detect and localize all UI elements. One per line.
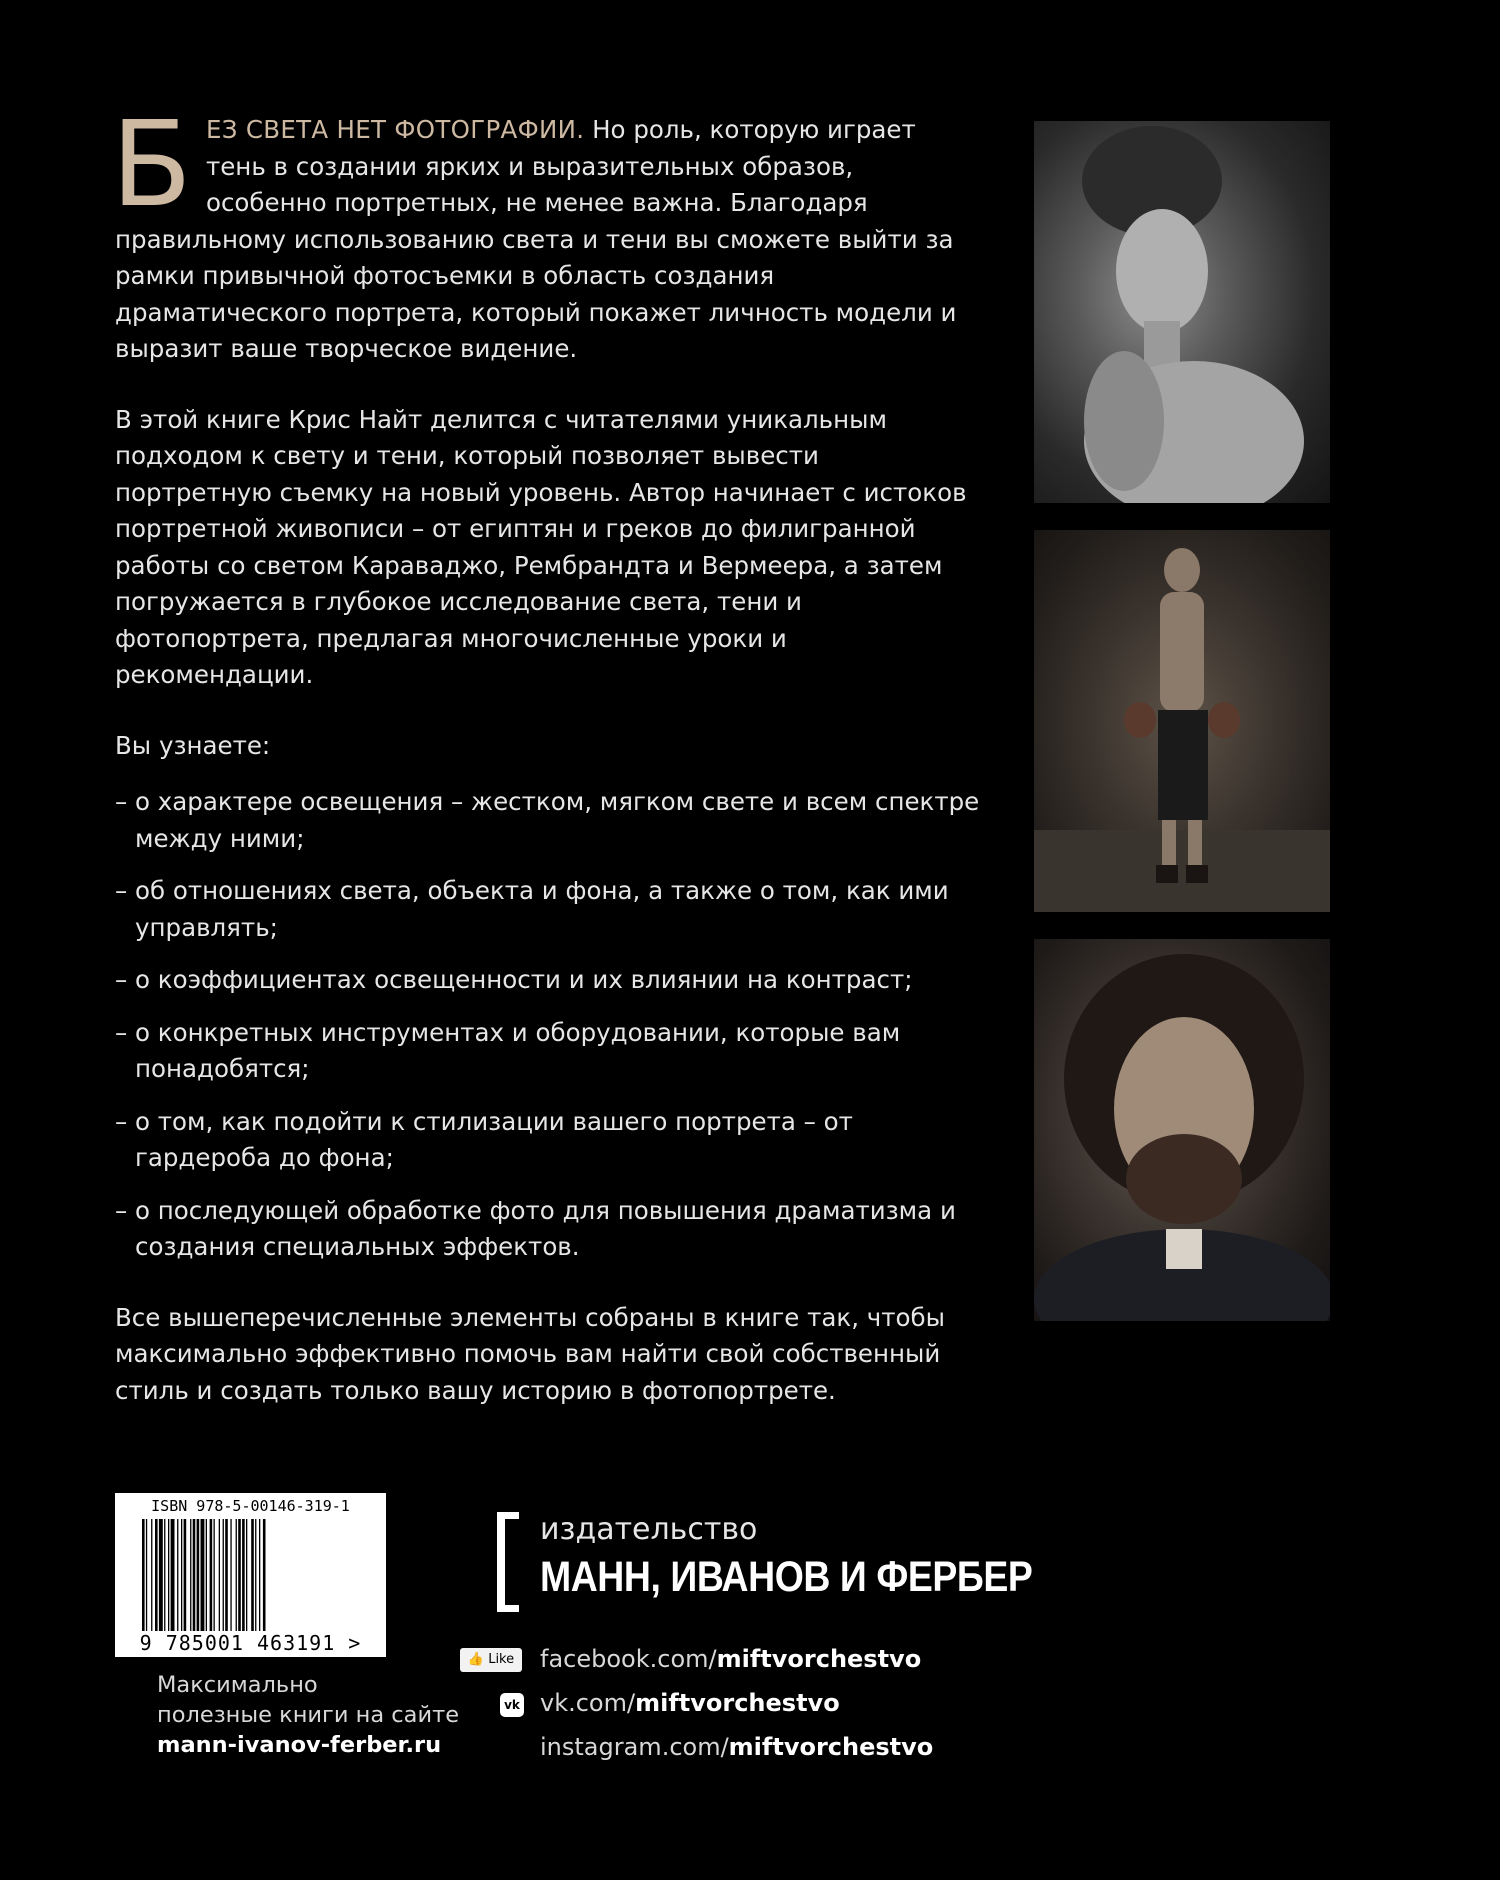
intro-paragraph <box>111 95 980 368</box>
closing-paragraph: Все вышеперечисленные элементы собраны в книге так, чтобы максимально эффективно помочь вам найти свой собственный стиль и создать только вашу историю в фотопортрете. <box>115 1302 945 1405</box>
intro-text: Но роль, которую играет тень в создании ярких и выразительных образов, особенно портретных, не менее важна. Благодаря правильному использованию света и тени вы сможете выйти за рамки привычной фотосъемки в область создания драматического портрета, который покажет личность модели и выразит ваше творческое видение. <box>115 115 957 363</box>
list-item: – о характере освещения – жестком, мягком свете и всем спектре между ними; <box>115 787 980 853</box>
publisher-label: издательство <box>540 1512 758 1547</box>
list-item: – о конкретных инструментах и оборудовании, которые вам понадобятся; <box>115 1017 901 1083</box>
list-item: – об отношениях света, объекта и фона, а также о том, как ими управлять; <box>115 876 949 942</box>
facebook-like-icon[interactable]: 👍 Like <box>460 1648 522 1672</box>
site-note-line: полезные книги на сайте <box>157 1702 460 1728</box>
barcode-bars <box>142 1519 362 1631</box>
isbn-barcode <box>115 1493 386 1657</box>
portrait-woman-photo <box>1034 121 1330 503</box>
drop-cap: Б <box>111 95 192 233</box>
description-column <box>111 95 980 1443</box>
isbn-text: ISBN 978-5-00146-319-1 <box>151 1497 350 1515</box>
vk-icon: vk <box>500 1693 524 1717</box>
learn-heading: Вы узнаете: <box>115 730 271 760</box>
list-item: – о том, как подойти к стилизации вашего портрета – от гардероба до фона; <box>115 1106 853 1172</box>
publisher-name: МАНН, ИВАНОВ И ФЕРБЕР <box>540 1553 1033 1601</box>
intro-lead: ЕЗ СВЕТА НЕТ ФОТОГРАФИИ. <box>205 115 585 144</box>
site-url-link[interactable]: mann-ivanov-ferber.ru <box>157 1732 442 1758</box>
list-item: – о коэффициентах освещенности и их влиянии на контраст; <box>115 965 913 994</box>
barcode-number: 9 785001 463191 > <box>139 1631 362 1655</box>
facebook-link[interactable]: facebook.com/miftvorchestvo <box>540 1645 922 1673</box>
portrait-boxer-photo <box>1034 530 1330 912</box>
vk-link[interactable]: vk.com/miftvorchestvo <box>540 1689 840 1717</box>
learn-list <box>115 784 980 1266</box>
instagram-link[interactable]: instagram.com/miftvorchestvo <box>540 1733 934 1761</box>
site-note <box>157 1670 459 1760</box>
site-note-line: Максимально <box>157 1672 318 1698</box>
portrait-man-photo <box>1034 939 1330 1321</box>
publisher-bracket <box>497 1512 521 1612</box>
paragraph-author: В этой книге Крис Найт делится с читателями уникальным подходом к свету и тени, который позволяет вывести портретную съемку на новый уровень. Автор начинает с истоков портретной живописи – от египтян и греков до филигранной работы со светом Караваджо, Рембрандта и Вермеера, а затем погружается в глубокое исследование света, тени и фотопортрета, предлагая многочисленные уроки и рекомендации. <box>115 404 967 689</box>
list-item: – о последующей обработке фото для повышения драматизма и создания специальных эффектов. <box>115 1195 956 1261</box>
